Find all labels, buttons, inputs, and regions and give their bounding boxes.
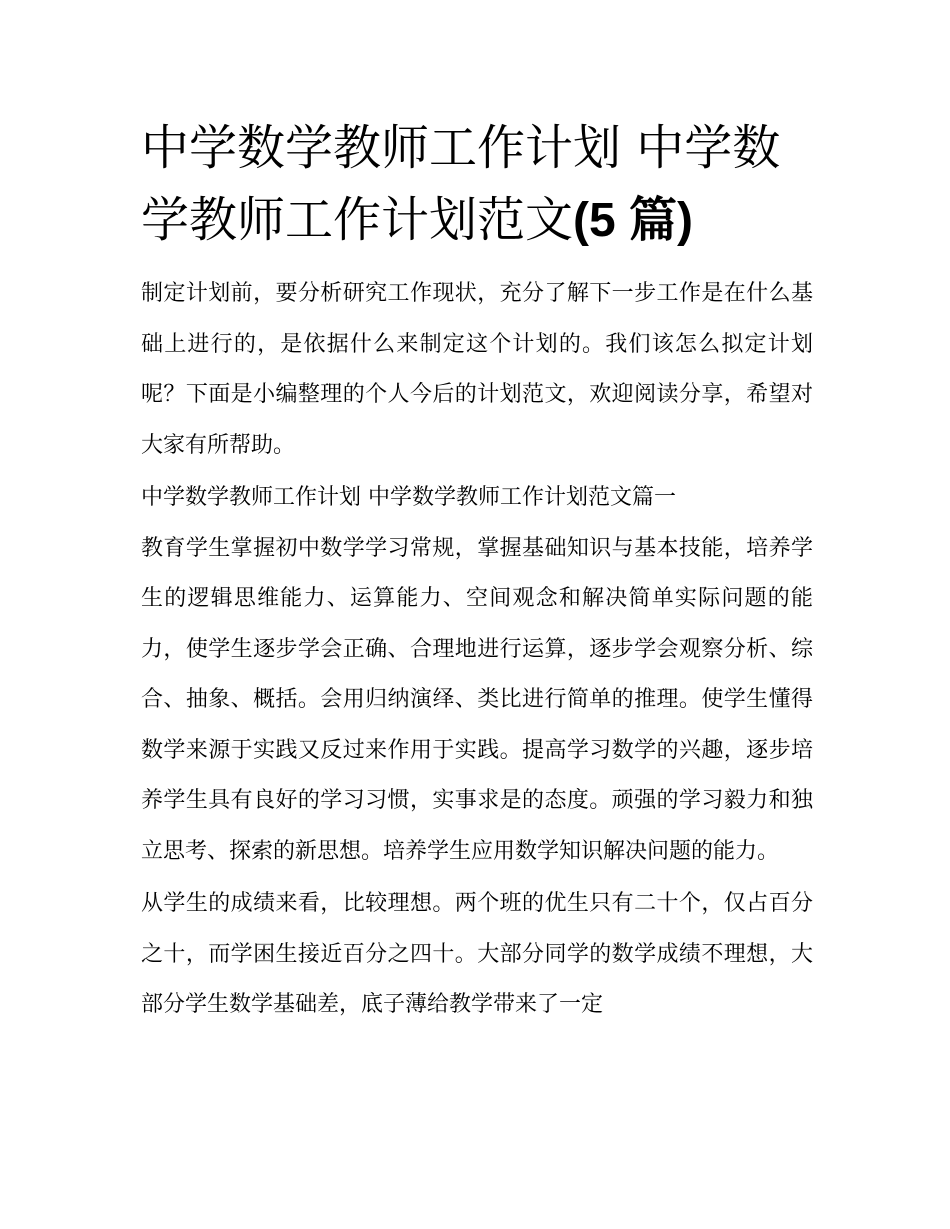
section-heading-part-one: 中学数学教师工作计划 中学数学教师工作计划范文篇一 [141, 485, 676, 510]
document-title-main: 中学数学教师工作计划 中学数学教师工作计划范文 [141, 120, 781, 248]
student-analysis-paragraph: 从学生的成绩来看，比较理想。两个班的优生只有二十个，仅占百分之十，而学困生接近百分之四十。大部分同学的数学成绩不理想，大部分学生数学基础差，底子薄给教学带来了一定 [141, 891, 813, 1017]
document-content [141, 112, 813, 1033]
goals-paragraph: 教育学生掌握初中数学学习常规，掌握基础知识与基本技能，培养学生的逻辑思维能力、运算能力、空间观念和解决简单实际问题的能力，使学生逐步学会正确、合理地进行运算，逐步学会观察分析、综合、抽象、概括。会用归纳演绎、类比进行简单的推理。使学生懂得数学来源于实践又反过来作用于实践。提高学习数学的兴趣，逐步培养学生具有良好的学习习惯，实事求是的态度。顽强的学习毅力和独立思考、探索的新思想。培养学生应用数学知识解决问题的能力。 [141, 535, 813, 864]
intro-paragraph: 制定计划前，要分析研究工作现状，充分了解下一步工作是在什么基础上进行的，是依据什么来制定这个计划的。我们该怎么拟定计划呢？下面是小编整理的个人今后的计划范文，欢迎阅读分享，希望对大家有所帮助。 [141, 281, 813, 458]
document-title-tail: (5 篇) [573, 194, 694, 247]
document-title [141, 112, 813, 257]
